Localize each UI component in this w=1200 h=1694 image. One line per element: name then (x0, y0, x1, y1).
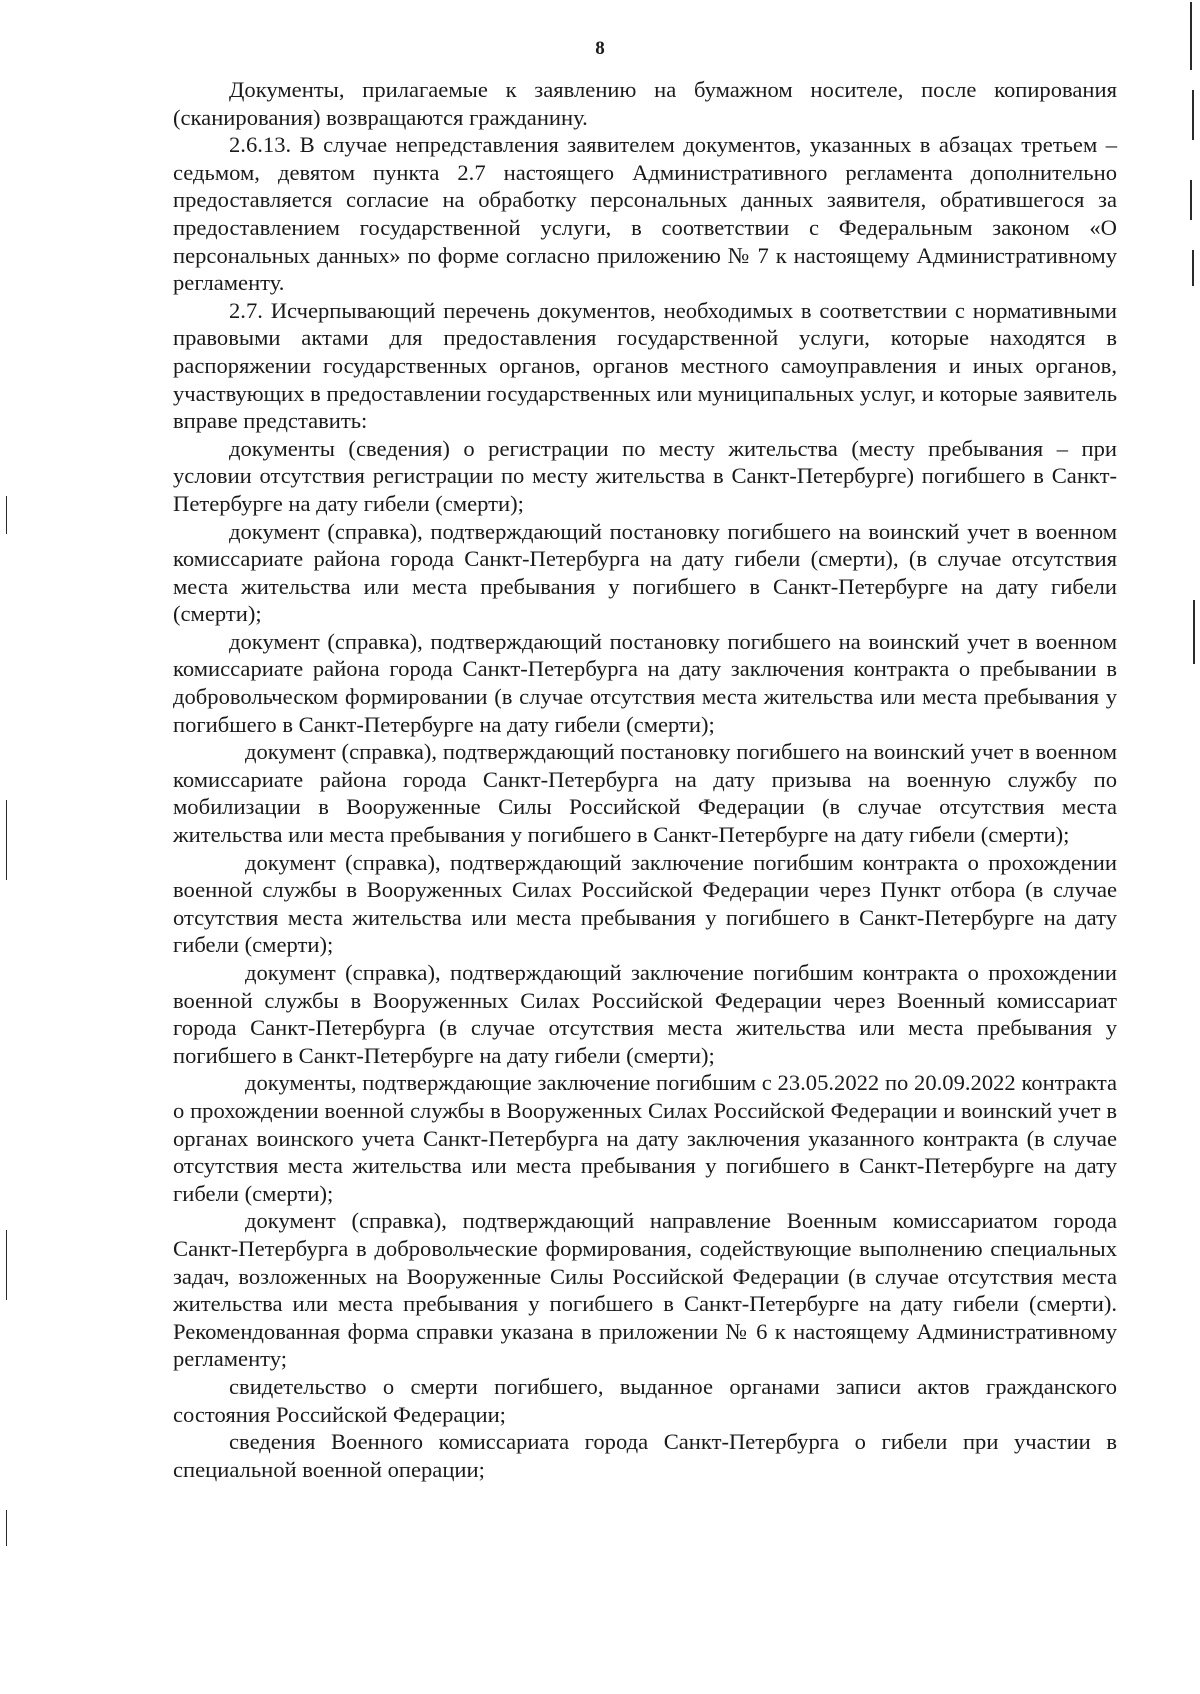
scan-artifact-right-3 (1190, 180, 1192, 220)
scan-artifact-right-5 (1193, 600, 1195, 664)
scan-artifact-left-1 (6, 496, 7, 534)
list-item-military-registration-volunteer: документ (справка), подтверждающий постановку погибшего на воинский учет в военном комиссариате района города Санкт-Петербурга на дату заключения контракта о пребывании в добровольческом формировании (в случае отсутствия места жительства или места пребывания у погибшего в Санкт-Петербурге на дату гибели (смерти); (173, 628, 1117, 737)
list-item-military-registration-death: документ (справка), подтверждающий постановку погибшего на воинский учет в военном комиссариате района города Санкт-Петербурга на дату гибели (смерти), (в случае отсутствия места жительства или места пребывания у погибшего в Санкт-Петербурге на дату гибели (смерти); (173, 518, 1117, 627)
scan-artifact-right-1 (1190, 2, 1192, 70)
scan-artifact-left-2 (6, 800, 7, 880)
list-item-contract-commissariat: документ (справка), подтверждающий заключение погибшим контракта о прохождении военной службы в Вооруженных Силах Российской Федерации через Военный комиссариат города Санкт-Петербурга (в случае отсутствия места жительства или места пребывания у погибшего в Санкт-Петербурге на дату гибели (смерти); (173, 960, 1117, 1068)
list-item-contract-2022: документы, подтверждающие заключение погибшим с 23.05.2022 по 20.09.2022 контракта о прохождении военной службы в Вооруженных Силах Российской Федерации и воинский учет в органах воинского учета Санкт-Петербурга на дату заключения указанного контракта (в случае отсутствия места жительства или места пребывания у погибшего в Санкт-Петербурге на дату гибели (смерти); (173, 1070, 1117, 1206)
list-item-contract-selection-point: документ (справка), подтверждающий заключение погибшим контракта о прохождении военной службы в Вооруженных Силах Российской Федерации через Пункт отбора (в случае отсутствия места жительства или места пребывания у погибшего в Санкт-Петербурге на дату гибели (смерти); (173, 849, 1117, 958)
scan-artifact-right-4 (1192, 250, 1194, 286)
list-item-military-registration-mobilization: документ (справка), подтверждающий постановку погибшего на воинский учет в военном комиссариате района города Санкт-Петербурга на дату призыва на военную службу по мобилизации в Вооруженные Силы Российской Федерации (в случае отсутствия места жительства или места пребывания у погибшего в Санкт-Петербурге на дату гибели (смерти); (173, 739, 1117, 848)
list-item-commissariat-info: сведения Военного комиссариата города Санкт-Петербурга о гибели при участии в специальной военной операции; (173, 1429, 1117, 1482)
scan-artifact-right-2 (1192, 90, 1194, 140)
page-number: 8 (595, 38, 605, 59)
scan-artifact-left-3 (6, 1230, 7, 1300)
scan-artifact-left-4 (6, 1510, 7, 1546)
list-item-registration: документы (сведения) о регистрации по месту жительства (месту пребывания – при условии отсутствия регистрации по месту жительства в Санкт-Петербурге) погибшего в Санкт-Петербурге на дату гибели (смерти); (173, 435, 1117, 516)
document-body (173, 76, 1117, 1483)
list-item-volunteer-referral: документ (справка), подтверждающий направление Военным комиссариатом города Санкт-Петербурга в добровольческие формирования, содействующие выполнению специальных задач, возложенных на Вооруженные Силы Российской Федерации (в случае отсутствия места жительства или места пребывания у погибшего в Санкт-Петербурге на дату гибели (смерти). Рекомендованная форма справки указана в приложении № 6 к настоящему Административному регламенту; (173, 1208, 1117, 1372)
paragraph-2-7: 2.7. Исчерпывающий перечень документов, необходимых в соответствии с нормативными правовыми актами для предоставления государственной услуги, которые находятся в распоряжении государственных органов, органов местного самоуправления и иных органов, участвующих в предоставлении государственных или муниципальных услуг, и которые заявитель вправе представить: (173, 297, 1117, 434)
paragraph-documents-returned: Документы, прилагаемые к заявлению на бумажном носителе, после копирования (сканирования) возвращаются гражданину. (173, 77, 1117, 130)
paragraph-2-6-13: 2.6.13. В случае непредставления заявителем документов, указанных в абзацах третьем – седьмом, девятом пункта 2.7 настоящего Административного регламента дополнительно предоставляется согласие на обработку персональных данных заявителя, обратившегося за предоставлением государственной услуги, в соответствии с Федеральным законом «О персональных данных» по форме согласно приложению № 7 к настоящему Административному регламенту. (173, 132, 1117, 296)
list-item-death-certificate: свидетельство о смерти погибшего, выданное органами записи актов гражданского состояния Российской Федерации; (173, 1373, 1117, 1427)
